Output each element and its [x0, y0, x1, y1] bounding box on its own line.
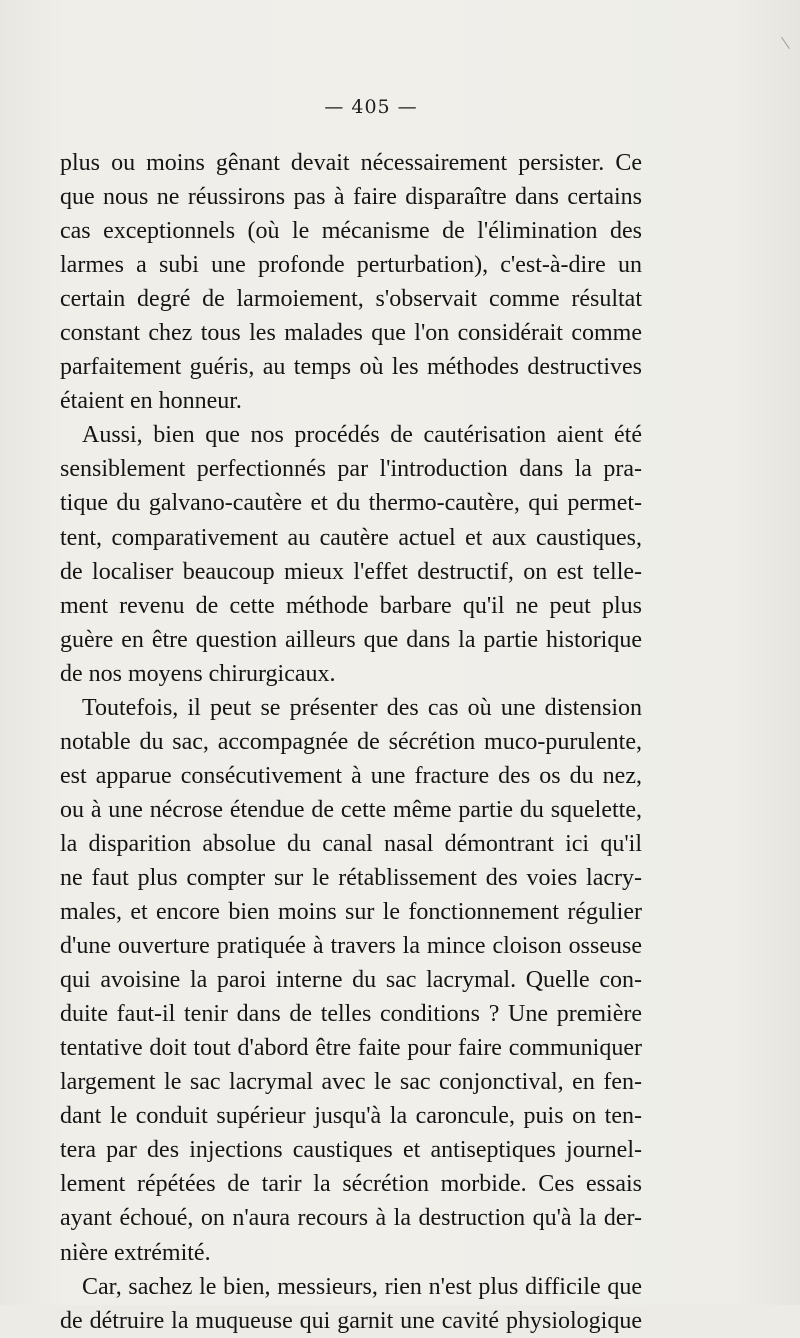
text-line-32: ayant échoué, on n'aura recours à la destruction qu'à la der- [60, 1205, 642, 1232]
text-line-31: lement répétées de tarir la sécrétion morbide. Ces essais [60, 1171, 642, 1198]
page-number-header: — 405 — [324, 96, 418, 118]
text-line-25: qui avoisine la paroi interne du sac lacrymal. Quelle con- [60, 967, 642, 994]
text-line-26: duite faut-il tenir dans de telles conditions ? Une première [60, 1001, 642, 1028]
text-line-17: Toutefois, il peut se présenter des cas où une distension [82, 694, 642, 721]
text-line-28: largement le sac lacrymal avec le sac conjonctival, en fen- [60, 1069, 642, 1096]
text-line-6: constant chez tous les malades que l'on considérait comme [60, 320, 642, 347]
text-line-35: de détruire la muqueuse qui garnit une cavité physiologique [60, 1307, 642, 1334]
text-line-21: la disparition absolue du canal nasal démontrant ici qu'il [60, 830, 642, 857]
text-line-3: cas exceptionnels (où le mécanisme de l'élimination des [60, 218, 642, 245]
text-line-10: sensiblement perfectionnés par l'introduction dans la pra- [60, 456, 642, 483]
text-line-9: Aussi, bien que nos procédés de cautérisation aient été [82, 422, 642, 449]
text-line-22: ne faut plus compter sur le rétablissement des voies lacry- [60, 864, 642, 891]
text-line-5: certain degré de larmoiement, s'observait comme résultat [60, 286, 642, 313]
text-line-12: tent, comparativement au cautère actuel et aux caustiques, [60, 524, 642, 551]
text-line-18: notable du sac, accompagnée de sécrétion muco-purulente, [60, 728, 642, 755]
text-line-13: de localiser beaucoup mieux l'effet destructif, on est telle- [60, 558, 642, 585]
body-text [60, 146, 642, 1338]
text-line-11: tique du galvano-cautère et du thermo-cautère, qui permet- [60, 490, 642, 517]
text-line-23: males, et encore bien moins sur le fonctionnement régulier [60, 899, 642, 926]
text-line-19: est apparue consécutivement à une fracture des os du nez, [60, 762, 642, 789]
text-line-30: tera par des injections caustiques et antiseptiques journel- [60, 1137, 642, 1164]
text-line-1: plus ou moins gênant devait nécessairement persister. Ce [60, 150, 642, 176]
text-line-16: de nos moyens chirurgicaux. [60, 660, 336, 687]
text-line-14: ment revenu de cette méthode barbare qu'il ne peut plus [60, 592, 642, 619]
text-line-4: larmes a subi une profonde perturbation), c'est-à-dire un [60, 252, 642, 279]
text-line-15: guère en être question ailleurs que dans la partie historique [60, 626, 642, 653]
text-line-2: que nous ne réussirons pas à faire disparaître dans certains [60, 184, 642, 211]
text-line-34: Car, sachez le bien, messieurs, rien n'est plus difficile que [82, 1273, 642, 1300]
text-line-24: d'une ouverture pratiquée à travers la mince cloison osseuse [60, 933, 642, 960]
text-line-29: dant le conduit supérieur jusqu'à la caroncule, puis on ten- [60, 1103, 642, 1130]
text-line-33: nière extrémité. [60, 1239, 211, 1266]
margin-mark [781, 37, 790, 49]
text-line-20: ou à une nécrose étendue de cette même partie du squelette, [60, 796, 642, 823]
text-line-27: tentative doit tout d'abord être faite pour faire communiquer [60, 1035, 642, 1062]
text-line-7: parfaitement guéris, au temps où les méthodes destructives [60, 354, 642, 381]
text-line-8: étaient en honneur. [60, 388, 242, 415]
